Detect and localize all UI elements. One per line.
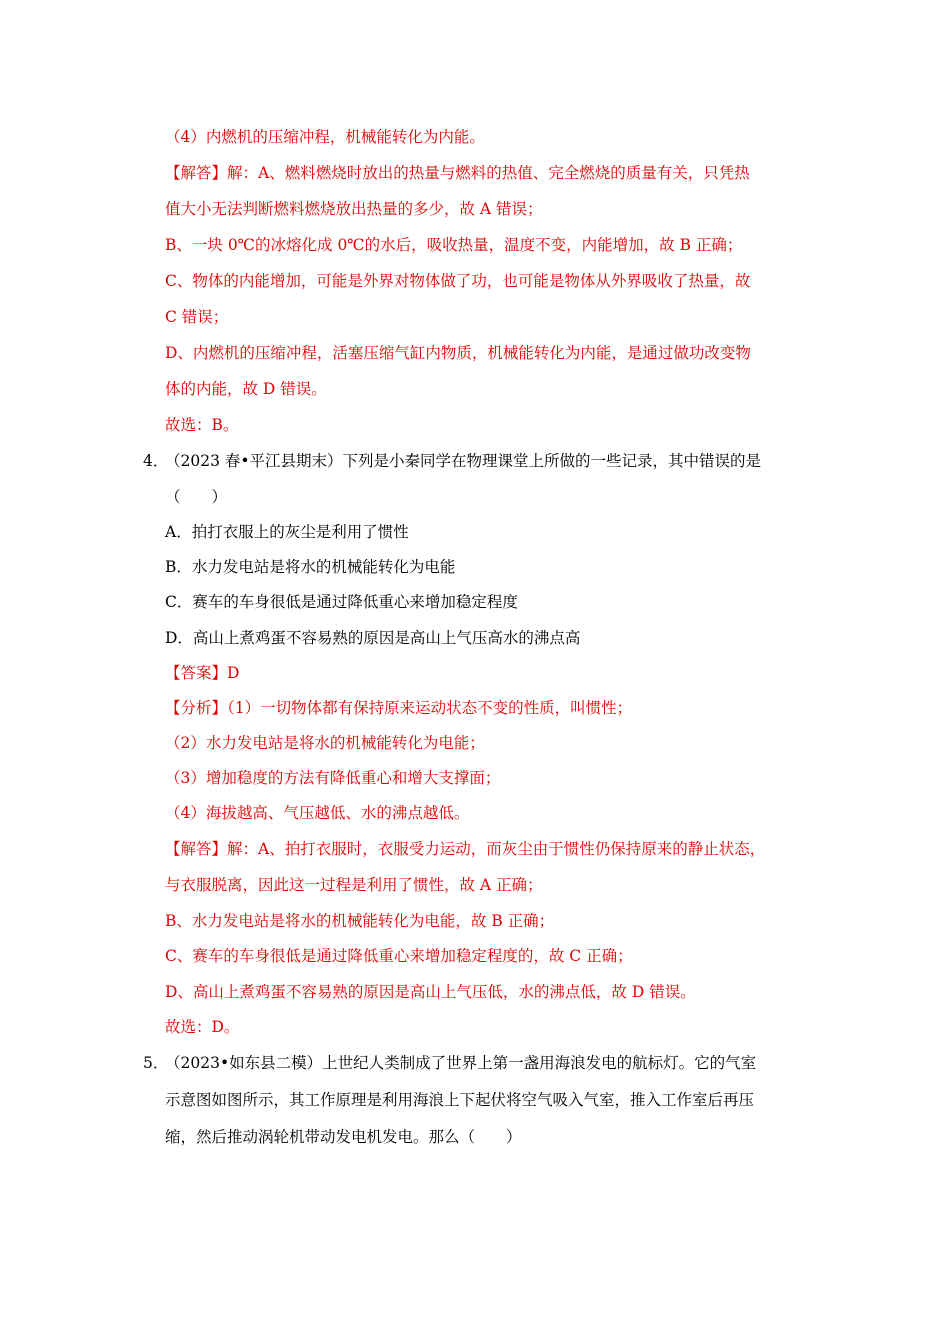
choice-line: 故选：B。 [165, 416, 239, 434]
solution-tag: 【解答】 [165, 164, 228, 182]
choice-line: 故选：D。 [165, 1018, 240, 1036]
solution-option-c: C、赛车的车身很低是通过降低重心来增加稳定程度的，故 C 正确； [165, 947, 633, 965]
question-blank: （ ） [165, 488, 228, 506]
solution-option-d: D、高山上煮鸡蛋不容易熟的原因是高山上气压低，水的沸点低，故 D 错误。 [165, 983, 696, 1001]
analysis-line-2: （2）水力发电站是将水的机械能转化为电能； [165, 734, 485, 752]
question-stem-cont-2: 缩，然后推动涡轮机带动发电机发电。那么（ ） [165, 1128, 522, 1146]
solution-line [165, 838, 765, 860]
solution-option-c: C、物体的内能增加，可能是外界对物体做了功，也可能是物体从外界吸收了热量，故 [165, 272, 751, 290]
analysis-line-3: （3）增加稳度的方法有降低重心和增大支撑面； [165, 769, 501, 787]
solution-text: 解：A、燃料燃烧时放出的热量与燃料的热值、完全燃烧的质量有关，只凭热 [227, 164, 750, 182]
answer-value: D [227, 664, 240, 682]
analysis-text: （1）一切物体都有保持原来运动状态不变的性质，叫惯性； [227, 699, 633, 717]
solution-option-b: B、一块 0℃的冰熔化成 0℃的水后，吸收热量，温度不变，内能增加，故 B 正确； [165, 236, 743, 254]
analysis-line-4: （4）内燃机的压缩冲程，机械能转化为内能。 [165, 128, 485, 146]
question-stem: （2023 春•平江县期末）下列是小秦同学在物理课堂上所做的一些记录，其中错误的是 [165, 452, 762, 470]
question-stem-cont: 示意图如图所示，其工作原理是利用海浪上下起伏将空气吸入气室，推入工作室后再压 [165, 1091, 755, 1109]
solution-line [165, 162, 750, 184]
question-number: 5． [143, 1054, 169, 1072]
answer-tag: 【答案】 [165, 664, 228, 682]
solution-line-cont: 值大小无法判断燃料燃烧放出热量的多少，故 A 错误； [165, 200, 543, 218]
analysis-line [165, 697, 632, 719]
solution-tag: 【解答】 [165, 840, 228, 858]
solution-text: 解：A、拍打衣服时，衣服受力运动，而灰尘由于惯性仍保持原来的静止状态， [227, 840, 766, 858]
option-b: B．水力发电站是将水的机械能转化为电能 [165, 558, 456, 576]
answer-line [165, 662, 239, 684]
solution-option-d-cont: 体的内能，故 D 错误。 [165, 380, 327, 398]
option-d: D．高山上煮鸡蛋不容易熟的原因是高山上气压高水的沸点高 [165, 629, 581, 647]
analysis-tag: 【分析】 [165, 699, 228, 717]
solution-option-b: B、水力发电站是将水的机械能转化为电能，故 B 正确； [165, 912, 555, 930]
question-stem: （2023•如东县二模）上世纪人类制成了世界上第一盏用海浪发电的航标灯。它的气室 [165, 1054, 757, 1072]
solution-option-c-cont: C 错误； [165, 308, 229, 326]
question-number: 4． [143, 452, 169, 470]
solution-line-cont: 与衣服脱离，因此这一过程是利用了惯性，故 A 正确； [165, 876, 543, 894]
option-a: A．拍打衣服上的灰尘是利用了惯性 [165, 523, 409, 541]
option-c: C．赛车的车身很低是通过降低重心来增加稳定程度 [165, 593, 518, 611]
solution-option-d: D、内燃机的压缩冲程，活塞压缩气缸内物质，机械能转化为内能，是通过做功改变物 [165, 344, 751, 362]
analysis-line-4: （4）海拔越高、气压越低、水的沸点越低。 [165, 804, 470, 822]
